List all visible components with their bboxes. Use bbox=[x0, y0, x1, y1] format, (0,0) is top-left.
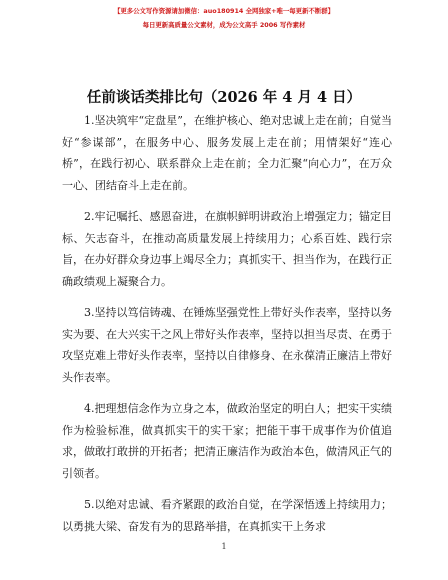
page-number: 1 bbox=[221, 542, 227, 551]
promo-banner-line-1: 【更多公文写作资源请加微信：auo180914 全网独家+唯一每更新不断群】 bbox=[113, 7, 335, 15]
paragraph-4: 4.把理想信念作为立身之本，做政治坚定的明白人；把实干实绩作为检验标准，做真抓实干的实干家；把能干事干成事作为价值追求，做敢打敢拼的开拓者；把清正廉洁作为政治本色，做清风正气的引领者。 bbox=[62, 402, 392, 480]
paragraph-3: 3.坚持以笃信铸魂、在锤炼坚强党性上带好头作表率，坚持以务实为要、在大兴实干之风上带好头作表率，坚持以担当尽责、在勇于攻坚克难上带好头作表率，坚持以自律修身、在永葆清正廉洁上带好头作表率。 bbox=[62, 306, 392, 384]
document-body bbox=[62, 110, 392, 547]
paragraph-1: 1.坚决筑牢“定盘星”，在维护核心、绝对忠诚上走在前；自觉当好“参谋部”，在服务中心、服务发展上走在前；用情架好“连心桥”，在践行初心、联系群众上走在前；全力汇聚“向心力”，在万众一心、团结奋斗上走在前。 bbox=[62, 114, 392, 192]
document-title: 任前谈话类排比句（2026 年 4 月 4 日） bbox=[86, 89, 362, 106]
paragraph-2: 2.牢记嘱托、感恩奋进，在旗帜鲜明讲政治上增强定力；锚定目标、矢志奋斗，在推动高质量发展上持续用力；心系百姓、践行宗旨，在办好群众身边事上竭尽全力；真抓实干、担当作为，在践行正确政绩观上凝聚合力。 bbox=[62, 210, 392, 288]
promo-banner-line-2: 每日更新高质量公文素材，成为公文高手 2006 写作素材 bbox=[142, 21, 306, 29]
paragraph-5: 5.以绝对忠诚、看齐紧跟的政治自觉，在学深悟透上持续用力；以勇挑大梁、奋发有为的思路举措，在真抓实干上务求 bbox=[62, 498, 392, 533]
